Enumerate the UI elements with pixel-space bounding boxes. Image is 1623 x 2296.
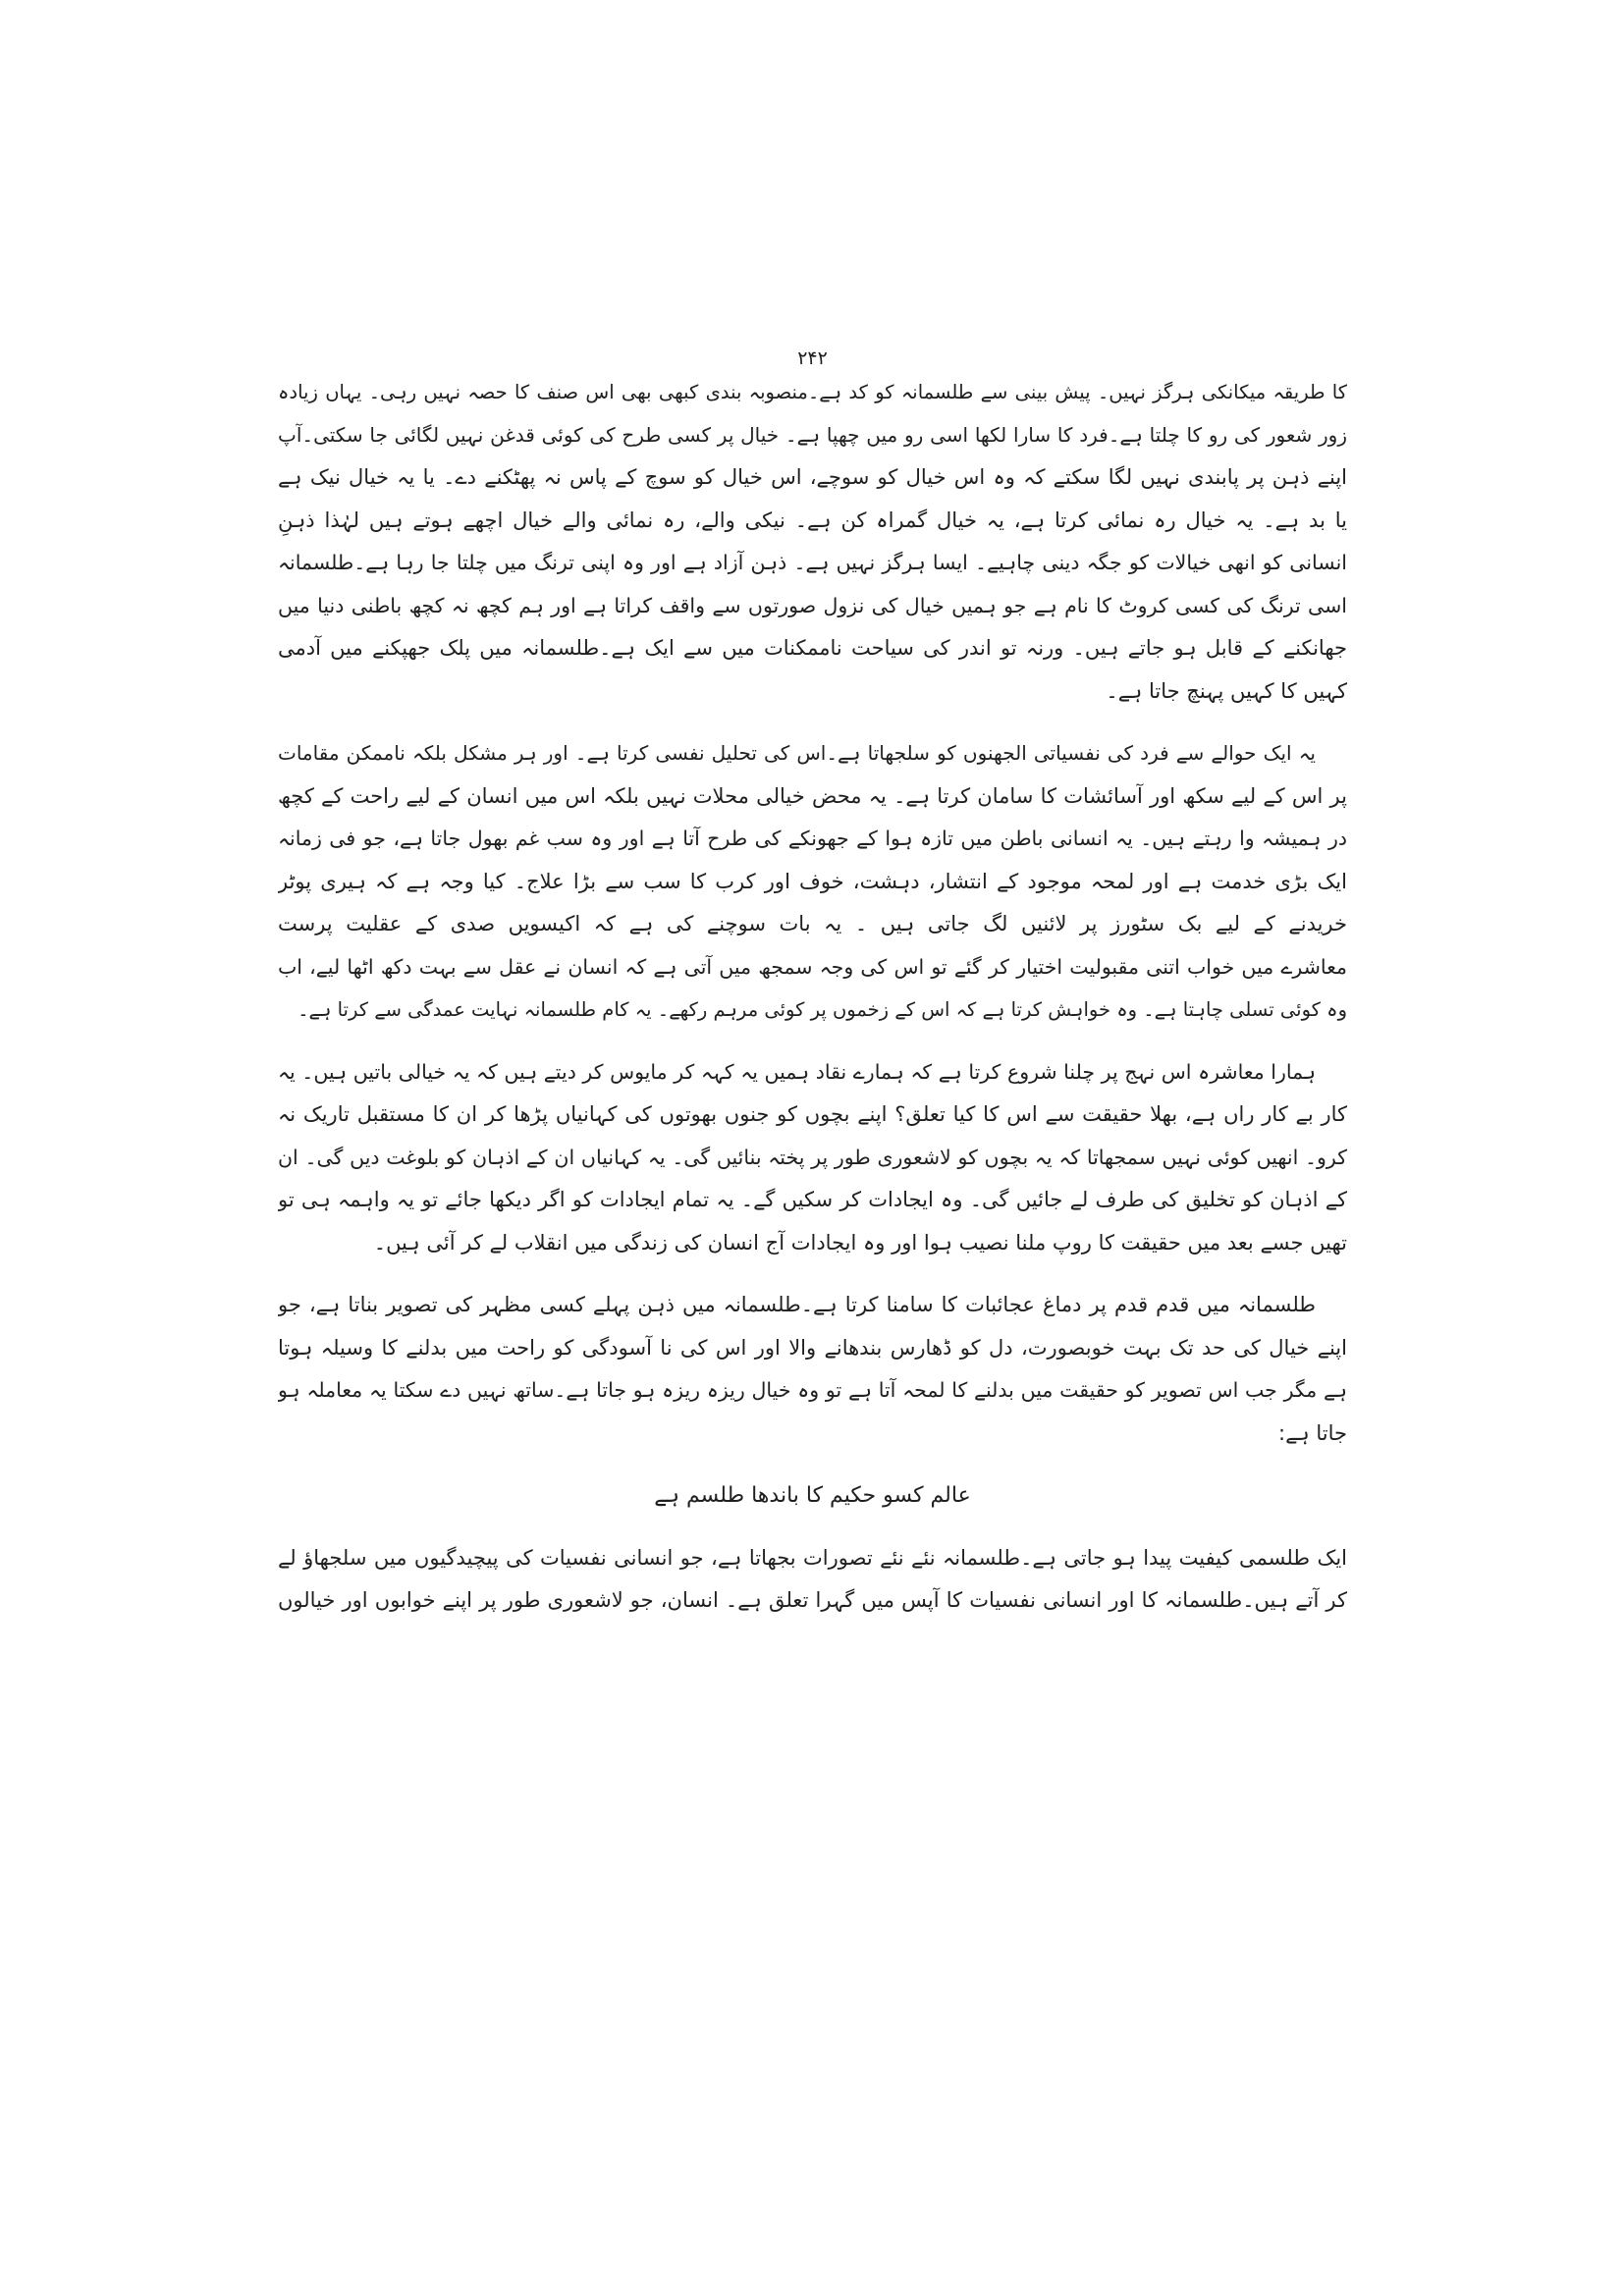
paragraph (278, 1537, 1347, 1623)
text-line: کار بے کار راں ہے، بھلا حقیقت سے اس کا کیا تعلق؟ اپنے بچوں کو جنوں بھوتوں کی کہانیاں پڑھا کر ان کا مستقبل تاریک نہ (278, 1102, 1347, 1126)
text-line: معاشرے میں خواب اتنی مقبولیت اختیار کر گئے تو اس کی وجہ سمجھ میں آتی ہے کہ انسان نے عقل سے بہت دکھ اٹھا لیے، اب (278, 954, 1347, 979)
text-line: جاتا ہے: (1278, 1420, 1347, 1445)
text-line: اسی ترنگ کی کسی کروٹ کا نام ہے جو ہمیں خیال کی نزول صورتوں سے واقف کراتا ہے اور ہم کچھ نہ کچھ باطنی دنیا میں (278, 593, 1347, 617)
text-line: اپنے ذہن پر پابندی نہیں لگا سکتے کہ وہ اس خیال کو سوچے، اس خیال کو سوچ کے پاس نہ پھٹکنے دے۔ یا یہ خیال نیک ہے (278, 465, 1347, 489)
page-number: ۲۴۲ (797, 347, 828, 369)
verse-line: عالم کسو حکیم کا باندھا طلسم ہے (654, 1483, 971, 1508)
paragraph (278, 732, 1347, 1032)
text-line: تھیں جسے بعد میں حقیقت کا روپ ملنا نصیب ہوا اور وہ ایجادات آج انسان کی زندگی میں انقلاب لے کر آئی ہیں۔ (373, 1230, 1347, 1255)
text-line: یہ ایک حوالے سے فرد کی نفسیاتی الجھنوں کو سلجھاتا ہے۔اس کی تحلیل نفسی کرتا ہے۔ اور ہر مشکل بلکہ ناممکن مقامات (278, 741, 1316, 765)
text-line: اپنے خیال کی حد تک بہت خوبصورت، دل کو ڈھارس بندھانے والا اور اس کی نا آسودگی کو راحت میں بدلنے کا وسیلہ ہوتا (278, 1335, 1347, 1360)
document-body (278, 371, 1347, 1623)
text-line: کر آتے ہیں۔طلسمانہ کا اور انسانی نفسیات کا آپس میں گہرا تعلق ہے۔ انسان، جو لاشعوری طور پر اپنے خوابوں اور خیالوں (278, 1588, 1347, 1612)
text-line: یا بد ہے۔ یہ خیال رہ نمائی کرتا ہے، یہ خیال گمراہ کن ہے۔ نیکی والے، رہ نمائی والے خیال اچھے ہوتے ہیں لہٰذا ذہنِ (278, 507, 1347, 532)
text-line: وہ کوئی تسلی چاہتا ہے۔ وہ خواہش کرتا ہے کہ اس کے زخموں پر کوئی مرہم رکھے۔ یہ کام طلسمانہ نہایت عمدگی سے کرتا ہے۔ (298, 998, 1347, 1021)
text-line: ہمارا معاشرہ اس نہج پر چلنا شروع کرتا ہے کہ ہمارے نقاد ہمیں یہ کہہ کر مایوس کر دیتے ہیں کہ یہ خیالی باتیں ہیں۔ یہ (278, 1059, 1316, 1084)
paragraph (278, 1284, 1347, 1455)
text-line: کہیں کا کہیں پہنچ جاتا ہے۔ (1106, 678, 1347, 703)
text-line: خریدنے کے لیے بک سٹورز پر لائنیں لگ جاتی ہیں ۔ یہ بات سوچنے کی ہے کہ اکیسویں صدی کے عقلیت پرست (278, 912, 1347, 935)
paragraph (278, 371, 1347, 713)
text-line: انسانی کو انھی خیالات کو جگہ دینی چاہیے۔ ایسا ہرگز نہیں ہے۔ ذہن آزاد ہے اور وہ اپنی ترنگ میں چلتا جا رہا ہے۔طلسمانہ (278, 551, 1347, 574)
text-line: کے اذہان کو تخلیق کی طرف لے جائیں گی۔ وہ ایجادات کر سکیں گے۔ یہ تمام ایجادات کو اگر دیکھا جائے تو یہ واہمہ ہی تو (278, 1188, 1347, 1211)
text-line: کرو۔ انھیں کوئی نہیں سمجھاتا کہ یہ بچوں کو لاشعوری طور پر پختہ بنائیں گی۔ یہ کہانیاں ان کے اذہان کو بلوغت دیں گی۔ ان (278, 1145, 1347, 1169)
text-line: طلسمانہ میں قدم قدم پر دماغ عجائبات کا سامنا کرتا ہے۔طلسمانہ میں ذہن پہلے کسی مظہر کی تصویر بناتا ہے، جو (278, 1293, 1316, 1316)
text-line: زور شعور کی رو کا چلتا ہے۔فرد کا سارا لکھا اسی رو میں چھپا ہے۔ خیال پر کسی طرح کی کوئی قدغن نہیں لگائی جا سکتی۔آپ (278, 422, 1347, 447)
text-line: ایک بڑی خدمت ہے اور لمحہ موجود کے انتشار، دہشت، خوف اور کرب کا سب سے بڑا علاج۔ کیا وجہ ہے کہ ہیری پوٹر (278, 869, 1347, 893)
text-line: ہے مگر جب اس تصویر کو حقیقت میں بدلنے کا لمحہ آتا ہے تو وہ خیال ریزہ ریزہ ہو جاتا ہے۔ساتھ نہیں دے سکتا یہ معاملہ ہو (278, 1378, 1347, 1402)
paragraph (278, 1051, 1347, 1265)
text-line: جھانکنے کے قابل ہو جاتے ہیں۔ ورنہ تو اندر کی سیاحت ناممکنات میں سے ایک ہے۔طلسمانہ میں پلک جھپکنے میں آدمی (278, 636, 1347, 660)
text-line: ایک طلسمی کیفیت پیدا ہو جاتی ہے۔طلسمانہ نئے نئے تصورات بجھاتا ہے، جو انسانی نفسیات کی پیچیدگیوں میں سلجھاؤ لے (278, 1545, 1347, 1570)
text-line: کا طریقہ میکانکی ہرگز نہیں۔ پیش بینی سے طلسمانہ کو کد ہے۔منصوبہ بندی کبھی بھی اس صنف کا حصہ نہیں رہی۔ یہاں زیادہ (278, 381, 1347, 403)
text-line: در ہمیشہ وا رہتے ہیں۔ یہ انسانی باطن میں تازہ ہوا کے جھونکے کی طرح آتا ہے اور وہ سب غم بھول جاتا ہے، جو فی زمانہ (278, 827, 1347, 850)
text-line: پر اس کے لیے سکھ اور آسائشات کا سامان کرتا ہے۔ یہ محض خیالی محلات نہیں بلکہ اس میں انسان کے لیے راحت کے کچھ (278, 783, 1347, 808)
